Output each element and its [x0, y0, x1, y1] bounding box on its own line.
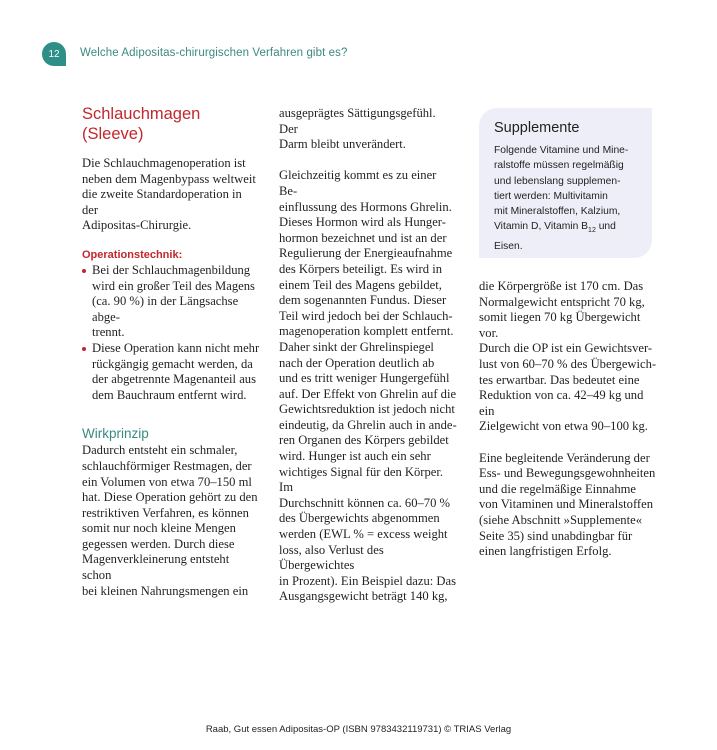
text-line: des Körpers beteiligt. Es wird in — [279, 261, 442, 276]
text-line: Daher sinkt der Ghrelinspiegel — [279, 339, 434, 354]
box-title: Supplemente — [494, 120, 580, 136]
text-line: mit Mineralstoffen, Kalzium, — [494, 206, 621, 218]
section-heading-wirkprinzip: Wirkprinzip — [82, 426, 149, 442]
text-line: rückgängig gemacht werden, da — [92, 356, 253, 371]
text-line: von Vitaminen und Mineralstoffen — [479, 497, 654, 512]
paragraph-ghrelin — [279, 168, 457, 605]
column-3 — [479, 279, 657, 560]
text-fragment: Vitamin D, Vitamin B — [494, 221, 589, 233]
text-line: in Prozent). Ein Beispiel dazu: Das — [279, 573, 456, 588]
wirkprinzip-paragraph — [82, 443, 260, 599]
subheading-operationstechnik: Operationstechnik: — [82, 248, 183, 261]
text-line: Gleichzeitig kommt es zu einer Be- — [279, 168, 437, 198]
text-line: wird. Hunger ist auch ein sehr — [279, 449, 431, 464]
text-line: Normalgewicht entspricht 70 kg, — [479, 294, 645, 309]
text-line: ausgeprägtes Sättigungsgefühl. Der — [279, 106, 436, 136]
text-line: Darm bleibt unverändert. — [279, 137, 406, 152]
paragraph-example — [479, 279, 657, 435]
text-line: auf. Der Effekt von Ghrelin auf die — [279, 386, 457, 401]
footer-citation: Raab, Gut essen Adipositas-OP (ISBN 9783432119731) © TRIAS Verlag — [205, 724, 512, 735]
text-line: Durch die OP ist ein Gewichtsver- — [479, 341, 653, 356]
bullet-item — [82, 263, 260, 341]
text-line — [494, 221, 616, 235]
section-heading-sleeve: Schlauchmagen (Sleeve) — [82, 105, 201, 143]
subscript: 12 — [588, 227, 596, 235]
text-line: dem sogenannten Fundus. Dieser — [279, 293, 447, 308]
text-line: Durchschnitt können ca. 60–70 % — [279, 495, 451, 510]
running-title: Welche Adipositas-chirurgischen Verfahren gibt es? — [80, 47, 348, 59]
text-line: loss, also Verlust des Übergewichtes — [279, 542, 384, 573]
text-line: Dieses Hormon wird als Hunger- — [279, 215, 446, 230]
text-line: lust von 60–70 % des Übergewich- — [479, 356, 657, 371]
text-line: (siehe Abschnitt »Supplemente« — [479, 512, 642, 527]
text-line: neben dem Magenbypass weltweit — [82, 171, 256, 186]
column-2 — [279, 106, 457, 605]
paragraph-conclusion — [479, 451, 657, 560]
text-line: ren Organen des Körpers gebildet — [279, 433, 449, 448]
intro-paragraph — [82, 156, 260, 234]
text-line: des Übergewichts abgenommen — [279, 511, 440, 526]
text-line: Regulierung der Energieaufnahme — [279, 246, 453, 261]
text-line: restriktiven Verfahren, es können — [82, 505, 249, 520]
text-line: Gewichtsreduktion ist jedoch nicht — [279, 402, 455, 417]
text-line: Reduktion von ca. 42–49 kg und ein — [479, 388, 644, 418]
text-line: die zweite Standardoperation in der — [82, 187, 242, 217]
text-line: hormon bezeichnet und ist an der — [279, 230, 447, 245]
text-line: gegessen werden. Durch diese — [82, 536, 235, 551]
text-line: somit nur noch kleine Mengen — [82, 521, 236, 536]
text-line: trennt. — [92, 325, 125, 340]
text-line: ein Volumen von etwa 70–150 ml — [82, 474, 252, 489]
text-line: und die regelmäßige Einnahme — [479, 481, 637, 496]
text-line: Eisen. — [494, 240, 523, 252]
text-line: (ca. 90 %) in der Längsachse abge- — [92, 294, 239, 324]
text-line: Eine begleitende Veränderung der — [479, 450, 650, 465]
text-line: einen langfristigen Erfolg. — [479, 544, 612, 559]
paragraph-continuation — [279, 106, 457, 153]
text-line: Bei der Schlauchmagenbildung — [92, 262, 251, 277]
text-line: Die Schlauchmagenoperation ist — [82, 156, 246, 170]
text-line: wichtiges Signal für den Körper. Im — [279, 464, 444, 495]
text-line: Magenverkleinerung entsteht schon — [82, 552, 230, 583]
page-number-badge: 12 — [42, 42, 66, 66]
text-line: dem Bauchraum entfernt wird. — [92, 387, 247, 402]
bullet-item — [82, 341, 260, 403]
text-line: Seite 35) sind unabdingbar für — [479, 528, 633, 543]
text-line: Dadurch entsteht ein schmaler, — [82, 443, 238, 458]
text-line: Zielgewicht von etwa 90–100 kg. — [479, 419, 648, 434]
text-line: einem Teil des Magens gebildet, — [279, 277, 442, 292]
text-line: Folgende Vitamine und Mine- — [494, 145, 629, 156]
text-fragment: und — [595, 221, 616, 233]
text-line: hat. Diese Operation gehört zu den — [82, 490, 258, 505]
bullet-list — [82, 263, 260, 403]
text-line: nach der Operation deutlich ab — [279, 355, 435, 370]
text-line: eindeutig, da Ghrelin auch in ande- — [279, 417, 457, 432]
text-line: die Körpergröße ist 170 cm. Das — [479, 279, 644, 293]
text-line: und lebenslang supplemen- — [494, 175, 621, 187]
text-line: somit liegen 70 kg Übergewicht vor. — [479, 310, 641, 340]
text-line: Ausgangsgewicht beträgt 140 kg, — [279, 589, 448, 604]
column-1 — [82, 104, 260, 599]
text-line: bei kleinen Nahrungsmengen ein — [82, 583, 249, 598]
text-line: tiert werden: Multivitamin — [494, 190, 608, 202]
supplemente-box — [479, 108, 652, 258]
text-line: einflussung des Hormons Ghrelin. — [279, 199, 452, 214]
text-line: Adipositas-Chirurgie. — [82, 218, 192, 233]
text-line: der abgetrennte Magenanteil aus — [92, 372, 256, 387]
text-line: werden (EWL % = excess weight — [279, 527, 448, 542]
text-line: Teil wird jedoch bei der Schlauch- — [279, 308, 453, 323]
text-line: Ess- und Bewegungsgewohnheiten — [479, 466, 656, 481]
text-line: wird ein großer Teil des Magens — [92, 278, 255, 293]
text-line: Diese Operation kann nicht mehr — [92, 340, 260, 355]
text-line: magenoperation komplett entfernt. — [279, 324, 454, 339]
text-line: und es tritt weniger Hungergefühl — [279, 371, 450, 386]
text-line: schlauchförmiger Restmagen, der — [82, 458, 252, 473]
text-line: ralstoffe müssen regelmäßig — [494, 160, 624, 172]
box-text — [494, 143, 642, 254]
text-line: tes erwartbar. Das bedeutet eine — [479, 372, 640, 387]
